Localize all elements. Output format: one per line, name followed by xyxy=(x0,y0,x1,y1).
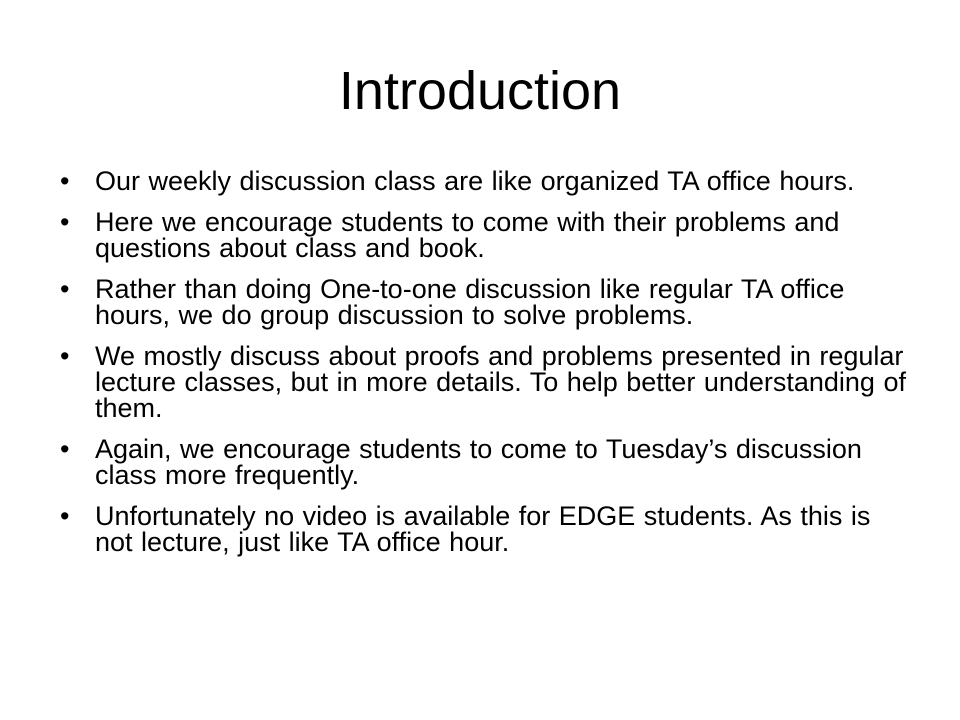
bullet-text: Again, we encourage students to come to Tuesday’s discussion class more frequently. xyxy=(95,434,862,490)
bullet-dot-icon: • xyxy=(60,501,70,531)
bullet-item xyxy=(60,436,910,488)
bullet-text: Our weekly discussion class are like organized TA office hours. xyxy=(95,166,855,196)
bullet-item xyxy=(60,168,910,194)
bullet-item xyxy=(60,276,910,328)
bullet-item xyxy=(60,209,910,261)
bullet-text: Here we encourage students to come with their problems and questions about class and book. xyxy=(95,207,840,263)
bullet-text: We mostly discuss about proofs and problems presented in regular lecture classes, but in more details. To help better understanding of them. xyxy=(95,341,906,423)
bullet-dot-icon: • xyxy=(60,207,70,237)
bullet-dot-icon: • xyxy=(60,166,70,196)
slide-title: Introduction xyxy=(338,61,622,121)
bullet-dot-icon: • xyxy=(60,274,70,304)
bullet-dot-icon: • xyxy=(60,341,70,371)
bullet-list xyxy=(60,168,910,570)
bullet-item xyxy=(60,343,910,421)
bullet-text: Unfortunately no video is available for EDGE students. As this is not lecture, just like TA office hour. xyxy=(95,501,871,557)
bullet-item xyxy=(60,503,910,555)
bullet-dot-icon: • xyxy=(60,434,70,464)
bullet-text: Rather than doing One-to-one discussion like regular TA office hours, we do group discussion to solve problems. xyxy=(95,274,845,330)
